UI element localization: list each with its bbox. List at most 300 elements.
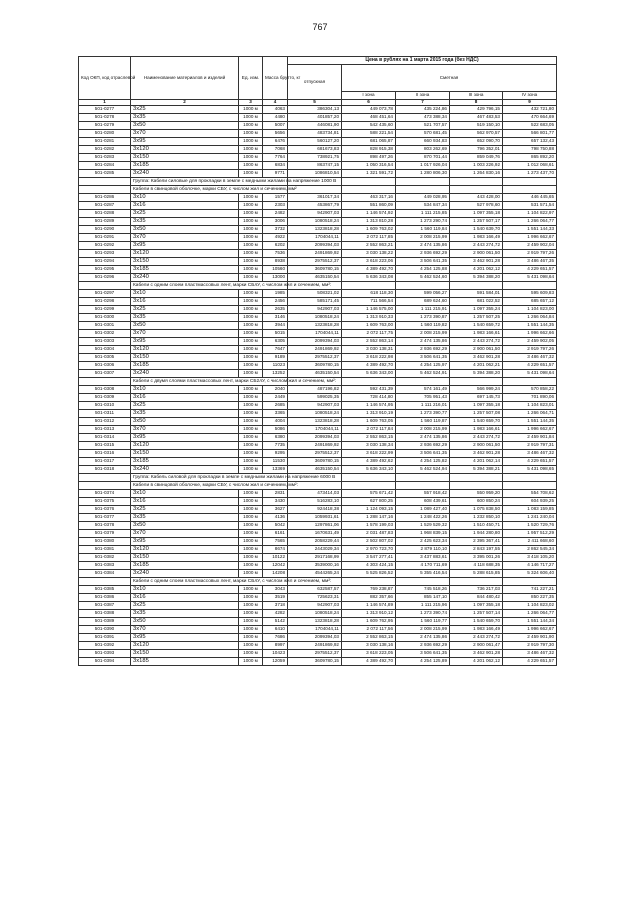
cell-unit: 1000 м [239, 362, 263, 370]
cell-mass: 2482 [263, 210, 288, 218]
table-row [79, 266, 557, 274]
cell-zone-2: 1 560 119,77 [396, 618, 450, 626]
empty-cell [396, 474, 450, 482]
cell-code: 501-0386 [79, 594, 131, 602]
cell-zone-2: 1 111 215,96 [396, 602, 450, 610]
cell-zone-4: 1 104 823,01 [503, 402, 557, 410]
cell-mass: 11530 [263, 458, 288, 466]
cell-zone-2: 1 273 290,74 [396, 218, 450, 226]
cell-zone-3: 1 510 450,71 [450, 522, 503, 530]
cell-zone-4: 1 104 823,00 [503, 306, 557, 314]
cell-unit: 1000 м [239, 570, 263, 578]
cell-release: 2058229,44 [288, 538, 342, 546]
cell-mass: 5656 [263, 130, 288, 138]
group-heading: Кабели с одним слоем пластмассовых лент, марки СБлУ, с числом жил и сечением, мм²: [131, 282, 288, 290]
column-index: 6 [342, 100, 396, 106]
cell-unit: 1000 м [239, 442, 263, 450]
cell-mass: 2040 [263, 386, 288, 394]
cell-code: 501-0301 [79, 322, 131, 330]
cell-code: 501-0298 [79, 298, 131, 306]
cell-zone-1: 3 547 277,41 [342, 554, 396, 562]
cell-zone-4: 2 919 797,26 [503, 346, 557, 354]
table-row [79, 338, 557, 346]
cell-name: 3x150 [131, 354, 239, 362]
cell-unit: 1000 м [239, 242, 263, 250]
header-name: Наименование материалов и изделий [131, 57, 239, 100]
cell-zone-2: 1 111 215,85 [396, 210, 450, 218]
cell-zone-1: 4 389 492,70 [342, 658, 396, 666]
cell-zone-4: 5 431 098,64 [503, 370, 557, 378]
cell-zone-2: 574 161,49 [396, 386, 450, 394]
cell-release: 2491869,92 [288, 442, 342, 450]
cell-zone-3: 697 145,73 [450, 394, 503, 402]
cell-code: 501-0318 [79, 466, 131, 474]
cell-unit: 1000 м [239, 394, 263, 402]
cell-release: 2099394,03 [288, 242, 342, 250]
cell-zone-1: 468 451,64 [342, 114, 396, 122]
cell-name: 3x240 [131, 370, 239, 378]
cell-release: 1080518,24 [288, 410, 342, 418]
cell-zone-1: 4 389 492,62 [342, 458, 396, 466]
table-row [79, 642, 557, 650]
cell-name: 3x120 [131, 250, 239, 258]
cell-zone-2: 4 170 711,69 [396, 562, 450, 570]
table-row [79, 298, 557, 306]
cell-zone-3: 2 900 061,47 [450, 642, 503, 650]
cell-zone-3: 5 394 388,21 [450, 466, 503, 474]
cell-zone-1: 4 303 424,15 [342, 562, 396, 570]
cell-name: 3x25 [131, 106, 239, 114]
cell-mass: 2831 [263, 490, 288, 498]
cell-zone-2: 2 936 692,29 [396, 346, 450, 354]
cell-mass: 5007 [263, 122, 288, 130]
cell-code: 501-0284 [79, 162, 131, 170]
cell-name: 3x185 [131, 562, 239, 570]
cell-zone-1: 627 800,25 [342, 498, 396, 506]
group-heading-row [79, 578, 557, 586]
cell-name: 3x50 [131, 122, 239, 130]
cell-zone-4: 1 996 662,67 [503, 234, 557, 242]
table-row [79, 114, 557, 122]
table-row [79, 530, 557, 538]
empty-cell [396, 378, 450, 386]
cell-mass: 7764 [263, 154, 288, 162]
cell-mass: 7735 [263, 442, 288, 450]
cell-zone-1: 588 221,54 [342, 130, 396, 138]
cell-unit: 1000 м [239, 202, 263, 210]
cell-zone-3: 566 999,24 [450, 386, 503, 394]
cell-zone-3: 1 257 507,25 [450, 314, 503, 322]
cell-zone-1: 463 317,16 [342, 194, 396, 202]
table-row [79, 314, 557, 322]
empty-cell [342, 282, 396, 290]
cell-name: 3x16 [131, 498, 239, 506]
table-row [79, 466, 557, 474]
cell-release: 2491869,92 [288, 642, 342, 650]
cell-zone-1: 1 124 093,15 [342, 506, 396, 514]
cell-zone-1: 551 860,09 [342, 202, 396, 210]
cell-zone-4: 531 571,54 [503, 202, 557, 210]
cell-name: 3x70 [131, 234, 239, 242]
cell-mass: 3718 [263, 602, 288, 610]
cell-zone-4: 2 459 902,04 [503, 242, 557, 250]
cell-unit: 1000 м [239, 290, 263, 298]
cell-code: 501-0302 [79, 330, 131, 338]
cell-code: 501-0294 [79, 258, 131, 266]
empty-cell [342, 378, 396, 386]
cell-zone-4: 2 919 797,31 [503, 442, 557, 450]
cell-release: 2099394,03 [288, 634, 342, 642]
cell-mass: 10122 [263, 554, 288, 562]
cell-release: 2491869,92 [288, 346, 342, 354]
cell-code: 501-0297 [79, 290, 131, 298]
table-row [79, 154, 557, 162]
cell-code: 501-0378 [79, 522, 131, 530]
cell-zone-2: 534 847,34 [396, 202, 450, 210]
cell-zone-1: 3 618 222,98 [342, 354, 396, 362]
cell-unit: 1000 м [239, 210, 263, 218]
cell-zone-1: 1 609 763,05 [342, 418, 396, 426]
cell-zone-2: 4 254 125,97 [396, 362, 450, 370]
cell-mass: 8674 [263, 546, 288, 554]
table-row [79, 402, 557, 410]
cell-unit: 1000 м [239, 154, 263, 162]
group-heading: Кабели с одним слоем пластмассовых лент, марки СБлУ, с числом жил и сечением, мм²: [131, 578, 288, 586]
table-row [79, 442, 557, 450]
cell-unit: 1000 м [239, 658, 263, 666]
cell-zone-2: 2 474 135,86 [396, 242, 450, 250]
cell-unit: 1000 м [239, 538, 263, 546]
cell-zone-4: 470 664,69 [503, 114, 557, 122]
cell-zone-4: 1 957 512,29 [503, 530, 557, 538]
cell-zone-2: 3 506 641,35 [396, 650, 450, 658]
cell-zone-2: 5 355 416,54 [396, 570, 450, 578]
cell-zone-2: 2 008 215,99 [396, 330, 450, 338]
cell-name: 3x10 [131, 586, 239, 594]
cell-mass: 5142 [263, 618, 288, 626]
cell-code: 501-0300 [79, 314, 131, 322]
cell-zone-4: 1 266 064,77 [503, 610, 557, 618]
cell-zone-1: 4 389 492,70 [342, 266, 396, 274]
cell-zone-1: 681 065,87 [342, 138, 396, 146]
cell-name: 3x150 [131, 450, 239, 458]
cell-zone-1: 1 146 574,89 [342, 602, 396, 610]
cell-zone-3: 467 483,53 [450, 114, 503, 122]
cell-zone-1: 2 031 487,83 [342, 530, 396, 538]
empty-cell [450, 282, 503, 290]
empty-cell [342, 482, 396, 490]
cell-mass: 4282 [263, 610, 288, 618]
cell-name: 3x16 [131, 202, 239, 210]
cell-name: 3x70 [131, 530, 239, 538]
empty-cell [503, 282, 557, 290]
group-heading-row [79, 474, 557, 482]
cell-zone-2: 855 147,10 [396, 594, 450, 602]
cell-mass: 3006 [263, 218, 288, 226]
cell-code: 501-0303 [79, 338, 131, 346]
table-row [79, 202, 557, 210]
cell-zone-3: 1 540 639,70 [450, 226, 503, 234]
cell-unit: 1000 м [239, 314, 263, 322]
cell-zone-1: 3 618 223,06 [342, 258, 396, 266]
header-code: Код ОКП, код отраслевой [79, 57, 131, 100]
cell-mass: 4136 [263, 514, 288, 522]
cell-code: 501-0282 [79, 146, 131, 154]
empty-cell [342, 474, 396, 482]
cell-zone-4: 1 273 437,70 [503, 170, 557, 178]
cell-unit: 1000 м [239, 418, 263, 426]
cell-mass: 7536 [263, 250, 288, 258]
cell-code: 501-0281 [79, 138, 131, 146]
cell-name: 3x150 [131, 554, 239, 562]
cell-zone-2: 1 560 119,84 [396, 226, 450, 234]
table-row [79, 130, 557, 138]
cell-name: 3x95 [131, 434, 239, 442]
table-row [79, 194, 557, 202]
cell-zone-2: 1 529 529,32 [396, 522, 450, 530]
cell-zone-4: 685 657,12 [503, 298, 557, 306]
table-row [79, 370, 557, 378]
cell-zone-3: 3 462 901,28 [450, 354, 503, 362]
cell-name: 3x50 [131, 522, 239, 530]
cell-zone-3: 1 097 355,18 [450, 602, 503, 610]
cell-zone-3: 1 264 830,16 [450, 170, 503, 178]
cell-code: 501-0313 [79, 426, 131, 434]
cell-zone-3: 527 978,60 [450, 202, 503, 210]
cell-zone-1: 1 146 574,92 [342, 210, 396, 218]
cell-zone-1: 5 636 343,10 [342, 466, 396, 474]
table-row [79, 354, 557, 362]
cell-unit: 1000 м [239, 426, 263, 434]
cell-unit: 1000 м [239, 618, 263, 626]
cell-zone-3: 3 462 901,28 [450, 258, 503, 266]
table-row [79, 122, 557, 130]
cell-zone-3: 652 090,70 [450, 138, 503, 146]
cell-zone-3: 4 201 062,12 [450, 658, 503, 666]
cell-zone-2: 599 056,27 [396, 290, 450, 298]
cell-zone-2: 473 388,34 [396, 114, 450, 122]
cell-release: 2975512,37 [288, 354, 342, 362]
cell-name: 3x95 [131, 338, 239, 346]
cell-unit: 1000 м [239, 562, 263, 570]
cell-code: 501-0390 [79, 626, 131, 634]
cell-code: 501-0290 [79, 226, 131, 234]
cell-zone-4: 5 431 098,64 [503, 274, 557, 282]
header-zone-2: II зона [396, 92, 450, 100]
cell-zone-3: 5 394 388,20 [450, 274, 503, 282]
table-row [79, 346, 557, 354]
cell-unit: 1000 м [239, 490, 263, 498]
cell-zone-2: 2 879 110,10 [396, 546, 450, 554]
cell-zone-1: 2 552 863,21 [342, 242, 396, 250]
cell-name: 3x35 [131, 218, 239, 226]
cell-unit: 1000 м [239, 274, 263, 282]
cell-zone-3: 3 462 901,28 [450, 450, 503, 458]
cell-unit: 1000 м [239, 522, 263, 530]
cell-zone-4: 2 459 902,05 [503, 338, 557, 346]
cell-unit: 1000 м [239, 626, 263, 634]
cell-mass: 8997 [263, 642, 288, 650]
cell-name: 3x70 [131, 330, 239, 338]
cell-zone-1: 3 030 138,16 [342, 642, 396, 650]
cell-zone-1: 1 313 910,19 [342, 410, 396, 418]
column-index: 5 [288, 100, 342, 106]
cell-code: 501-0382 [79, 554, 131, 562]
cell-zone-4: 1 104 823,02 [503, 602, 557, 610]
cell-code: 501-0307 [79, 370, 131, 378]
cell-zone-1: 3 030 138,31 [342, 346, 396, 354]
cell-unit: 1000 м [239, 338, 263, 346]
cell-mass: 6161 [263, 530, 288, 538]
cell-unit: 1000 м [239, 610, 263, 618]
cell-name: 3x25 [131, 602, 239, 610]
cell-unit: 1000 м [239, 322, 263, 330]
cell-unit: 1000 м [239, 458, 263, 466]
page-number: 767 [312, 22, 328, 32]
cell-zone-4: 2 459 901,84 [503, 434, 557, 442]
cell-zone-3: 1 097 355,24 [450, 306, 503, 314]
cell-name: 3x120 [131, 642, 239, 650]
cell-zone-3: 550 959,20 [450, 490, 503, 498]
cell-zone-1: 1 321 591,72 [342, 170, 396, 178]
column-index: 1 [79, 100, 131, 106]
cell-name: 3x10 [131, 290, 239, 298]
table-row [79, 658, 557, 666]
cell-zone-1: 4 389 492,70 [342, 362, 396, 370]
table-row [79, 274, 557, 282]
empty-cell [450, 474, 503, 482]
cell-unit: 1000 м [239, 642, 263, 650]
cell-code: 501-0380 [79, 538, 131, 546]
cell-zone-4: 604 939,25 [503, 498, 557, 506]
cell-mass: 3365 [263, 410, 288, 418]
cell-name: 3x16 [131, 594, 239, 602]
cell-zone-3: 1 540 659,70 [450, 418, 503, 426]
cell-code: 501-0316 [79, 450, 131, 458]
cell-zone-1: 1 313 910,12 [342, 610, 396, 618]
cell-code: 501-0286 [79, 194, 131, 202]
cell-code: 501-0308 [79, 386, 131, 394]
cell-zone-2: 660 934,83 [396, 138, 450, 146]
cell-zone-1: 1 313 810,28 [342, 218, 396, 226]
cell-code: 501-0394 [79, 658, 131, 666]
cell-zone-4: 3 486 467,32 [503, 650, 557, 658]
cell-zone-1: 1 313 910,33 [342, 314, 396, 322]
cell-zone-1: 2 552 863,15 [342, 434, 396, 442]
cell-name: 3x95 [131, 538, 239, 546]
cell-zone-4: 2 411 668,60 [503, 538, 557, 546]
cell-zone-2: 2 936 692,29 [396, 442, 450, 450]
cell-name: 3x240 [131, 570, 239, 578]
cell-zone-4: 3 486 467,32 [503, 354, 557, 362]
cell-zone-4: 657 132,43 [503, 138, 557, 146]
empty-cell [342, 578, 396, 586]
cell-name: 3x35 [131, 314, 239, 322]
cell-code: 501-0283 [79, 154, 131, 162]
table-row [79, 514, 557, 522]
cell-zone-1: 882 357,66 [342, 594, 396, 602]
cell-mass: 6380 [263, 434, 288, 442]
cell-zone-2: 449 028,95 [396, 194, 450, 202]
group-heading: Группа: Кабель силовой для прокладки в земле с медными жилами на напряжение 6000 В [131, 474, 288, 482]
cell-zone-1: 2 072 117,75 [342, 330, 396, 338]
cell-release: 2917168,99 [288, 554, 342, 562]
cell-code: 501-0287 [79, 202, 131, 210]
cell-zone-3: 2 900 061,50 [450, 442, 503, 450]
cell-release: 1086810,54 [288, 170, 342, 178]
cell-release: 361017,34 [288, 194, 342, 202]
cell-code: 501-0385 [79, 586, 131, 594]
cell-mass: 8938 [263, 258, 288, 266]
cell-zone-4: 2 862 545,34 [503, 546, 557, 554]
cell-code: 501-0317 [79, 458, 131, 466]
cell-code: 501-0293 [79, 250, 131, 258]
cell-name: 3x150 [131, 154, 239, 162]
cell-zone-3: 1 257 507,08 [450, 410, 503, 418]
cell-zone-3: 4 201 062,21 [450, 362, 503, 370]
cell-release: 401857,20 [288, 114, 342, 122]
cell-mass: 3519 [263, 594, 288, 602]
cell-name: 3x240 [131, 274, 239, 282]
cell-zone-2: 2 474 135,86 [396, 338, 450, 346]
cell-zone-4: 3 486 467,35 [503, 258, 557, 266]
table-row [79, 410, 557, 418]
table-row [79, 146, 557, 154]
cell-release: 1323818,28 [288, 322, 342, 330]
cell-zone-2: 5 462 524,91 [396, 370, 450, 378]
cell-release: 1323818,28 [288, 618, 342, 626]
cell-zone-4: 1 241 240,04 [503, 514, 557, 522]
cell-release: 1704044,11 [288, 626, 342, 634]
empty-cell [79, 474, 131, 482]
table-row [79, 562, 557, 570]
cell-zone-3: 5 288 615,85 [450, 570, 503, 578]
cell-zone-3: 2 395 367,41 [450, 538, 503, 546]
empty-cell [396, 178, 450, 186]
cell-unit: 1000 м [239, 138, 263, 146]
cell-zone-1: 2 552 863,14 [342, 338, 396, 346]
cell-name: 3x240 [131, 170, 239, 178]
table-row [79, 330, 557, 338]
cell-unit: 1000 м [239, 170, 263, 178]
cell-release: 4635150,54 [288, 466, 342, 474]
cell-release: 3609780,15 [288, 658, 342, 666]
table-row [79, 234, 557, 242]
cell-zone-3: 736 217,03 [450, 586, 503, 594]
cell-unit: 1000 м [239, 586, 263, 594]
cell-zone-3: 1 075 838,50 [450, 506, 503, 514]
cell-zone-3: 1 232 850,10 [450, 514, 503, 522]
cell-unit: 1000 м [239, 130, 263, 138]
group-heading-row [79, 282, 557, 290]
cell-zone-3: 2 900 061,50 [450, 250, 503, 258]
empty-cell [79, 482, 131, 490]
cell-name: 3x95 [131, 242, 239, 250]
header-zone-3: III зона [450, 92, 503, 100]
table-row [79, 210, 557, 218]
cell-release: 1670631,49 [288, 530, 342, 538]
cell-zone-1: 1 609 763,00 [342, 322, 396, 330]
cell-zone-4: 4 229 651,57 [503, 266, 557, 274]
cell-name: 3x150 [131, 258, 239, 266]
cell-unit: 1000 м [239, 602, 263, 610]
cell-name: 3x16 [131, 298, 239, 306]
cell-mass: 4480 [263, 114, 288, 122]
cell-zone-2: 2 936 692,29 [396, 250, 450, 258]
cell-zone-4: 4 229 651,57 [503, 658, 557, 666]
cell-code: 501-0279 [79, 122, 131, 130]
cell-code: 501-0376 [79, 506, 131, 514]
